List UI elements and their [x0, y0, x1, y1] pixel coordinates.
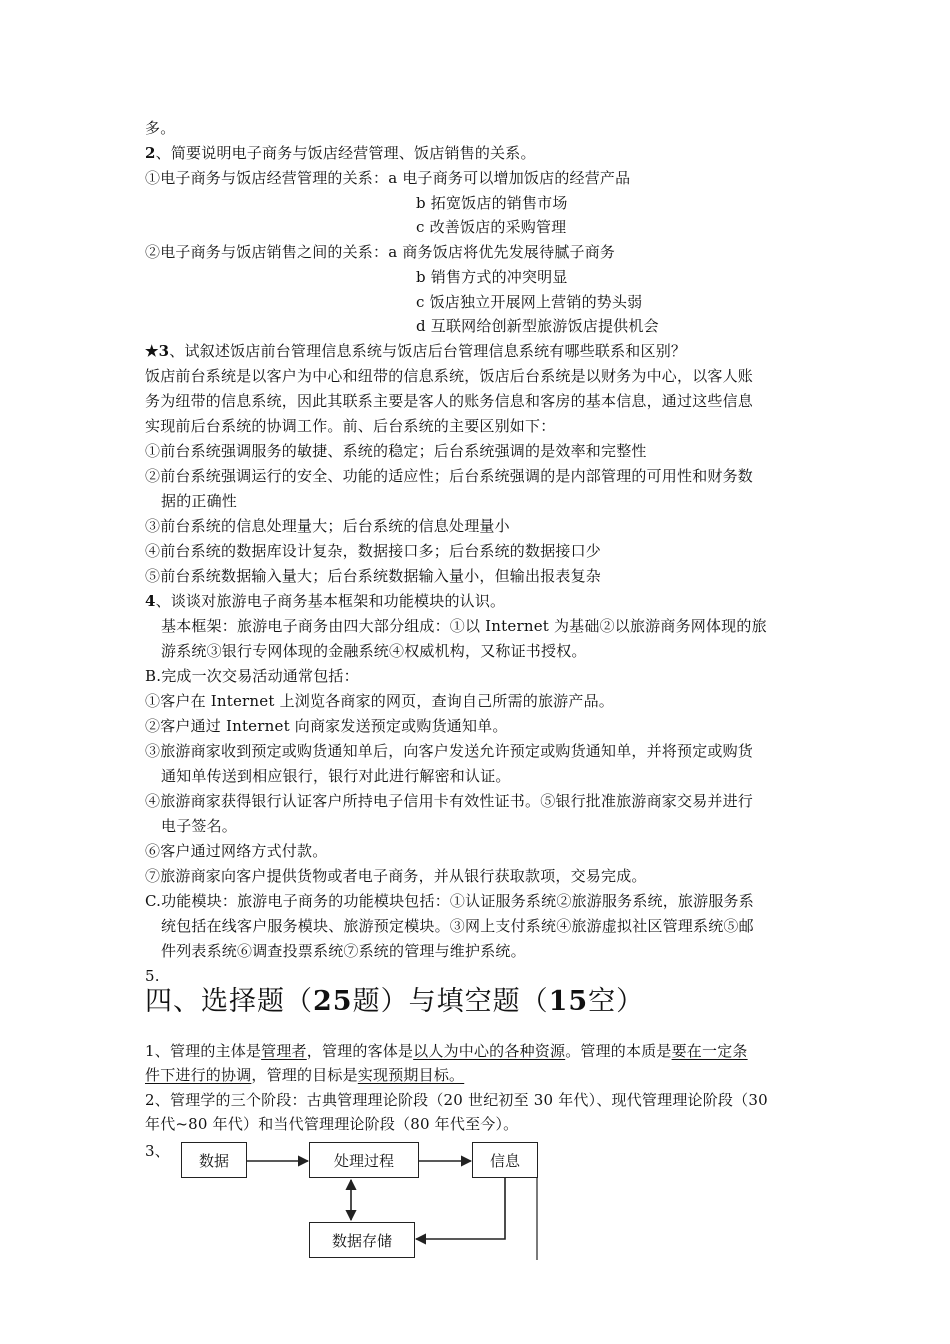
- text-line: 通知单传送到相应银行，银行对此进行解密和认证。: [161, 767, 511, 785]
- text-line: ②客户通过 Internet 向商家发送预定或购货通知单。: [145, 717, 508, 735]
- text-line: ③前台系统的信息处理量大；后台系统的信息处理量小: [145, 517, 510, 535]
- text-line: ①客户在 Internet 上浏览各商家的网页，查询自己所需的旅游产品。: [145, 692, 614, 710]
- text-line: B.完成一次交易活动通常包括：: [145, 667, 359, 685]
- text-line: 饭店前台系统是以客户为中心和纽带的信息系统，饭店后台系统是以财务为中心，以客人账: [145, 367, 754, 385]
- text-line: ⑥客户通过网络方式付款。: [145, 842, 328, 860]
- text-line: ①电子商务与饭店经营管理的关系：a 电子商务可以增加饭店的经营产品: [145, 169, 631, 187]
- text-line: c 改善饭店的采购管理: [416, 218, 567, 236]
- heading-part: 题）与填空题（: [352, 986, 549, 1017]
- diagram-label: 3、: [145, 1142, 170, 1160]
- text-line: ②电子商务与饭店销售之间的关系：a 商务饭店将优先发展待腻子商务: [145, 243, 616, 261]
- text-line: 5.: [145, 967, 160, 985]
- question-number: 2: [145, 144, 156, 162]
- text-line: ⑦旅游商家向客户提供货物或者电子商务，并从银行获取款项，交易完成。: [145, 867, 647, 885]
- text-run: ，管理的目标是: [251, 1066, 358, 1084]
- text-line: 多。: [145, 119, 176, 137]
- text-line: 据的正确性: [161, 492, 238, 510]
- node-process: 处理过程: [309, 1142, 419, 1178]
- question-text: 、试叙述饭店前台管理信息系统与饭店后台管理信息系统有哪些联系和区别？: [169, 342, 687, 360]
- node-data: 数据: [181, 1142, 247, 1178]
- text-line: b 拓宽饭店的销售市场: [416, 194, 568, 212]
- text-line: ④前台系统的数据库设计复杂，数据接口多；后台系统的数据接口少: [145, 542, 602, 560]
- question-text: 、谈谈对旅游电子商务基本框架和功能模块的认识。: [155, 592, 506, 610]
- text-run: 。管理的本质是: [565, 1042, 672, 1060]
- answer-underline: 实现预期目标。: [357, 1066, 465, 1084]
- text-line: 务为纽带的信息系统，因此其联系主要是客人的账务信息和客房的基本信息，通过这些信息: [145, 392, 754, 410]
- text-line: 基本框架：旅游电子商务由四大部分组成：①以 Internet 为基础②以旅游商务网体现的旅: [161, 617, 767, 635]
- text-line: d 互联网给创新型旅游饭店提供机会: [416, 317, 659, 335]
- answer-underline: 管理者: [261, 1042, 307, 1060]
- text-run: 1、管理的主体是: [145, 1042, 262, 1060]
- text-line: ②前台系统强调运行的安全、功能的适应性；后台系统强调的是内部管理的可用性和财务数: [145, 467, 754, 485]
- heading-number: 25: [313, 986, 353, 1017]
- text-line: 电子签名。: [161, 817, 238, 835]
- text-line: 游系统③银行专网体现的金融系统④权威机构，又称证书授权。: [161, 642, 587, 660]
- text-run: ，管理的客体是: [306, 1042, 414, 1060]
- text-line: ①前台系统强调服务的敏捷、系统的稳定；后台系统强调的是效率和完整性: [145, 442, 647, 460]
- text-line: c 饭店独立开展网上营销的势头弱: [416, 293, 643, 311]
- text-line: ③旅游商家收到预定或购货通知单后，向客户发送允许预定或购货通知单，并将预定或购货: [145, 742, 754, 760]
- answer-underline: 以人为中心的各种资源: [413, 1042, 566, 1060]
- text-line: 件列表系统⑥调查投票系统⑦系统的管理与维护系统。: [161, 942, 526, 960]
- answer-underline: 件下进行的协调: [145, 1066, 252, 1084]
- text-line: C.功能模块：旅游电子商务的功能模块包括：①认证服务系统②旅游服务系统，旅游服务系: [145, 892, 754, 910]
- question-number: ★3: [145, 342, 170, 360]
- text-line: b 销售方式的冲突明显: [416, 268, 568, 286]
- question-text: 、简要说明电子商务与饭店经营管理、饭店销售的关系。: [155, 144, 536, 162]
- text-line: 统包括在线客户服务模块、旅游预定模块。③网上支付系统④旅游虚拟社区管理系统⑤邮: [161, 917, 754, 935]
- text-line: 年代~80 年代）和当代管理理论阶段（80 年代至今）。: [145, 1115, 519, 1133]
- answer-underline: 要在一定条: [671, 1042, 748, 1060]
- heading-part: 四、选择题（: [145, 986, 313, 1017]
- arrow-info-to-store: [416, 1178, 505, 1239]
- text-line: ④旅游商家获得银行认证客户所持电子信用卡有效性证书。⑤银行批准旅游商家交易并进行: [145, 792, 754, 810]
- node-data-store: 数据存储: [309, 1222, 415, 1258]
- heading-part: 空）: [588, 986, 645, 1017]
- node-info: 信息: [472, 1142, 538, 1178]
- text-line: 实现前后台系统的协调工作。前、后台系统的主要区别如下：: [145, 417, 556, 435]
- question-number: 4: [145, 592, 156, 610]
- text-line: ⑤前台系统数据输入量大；后台系统数据输入量小，但输出报表复杂: [145, 567, 602, 585]
- heading-number: 15: [548, 986, 589, 1017]
- text-line: 2、管理学的三个阶段：古典管理理论阶段（20 世纪初至 30 年代）、现代管理理论阶段（30: [145, 1091, 768, 1109]
